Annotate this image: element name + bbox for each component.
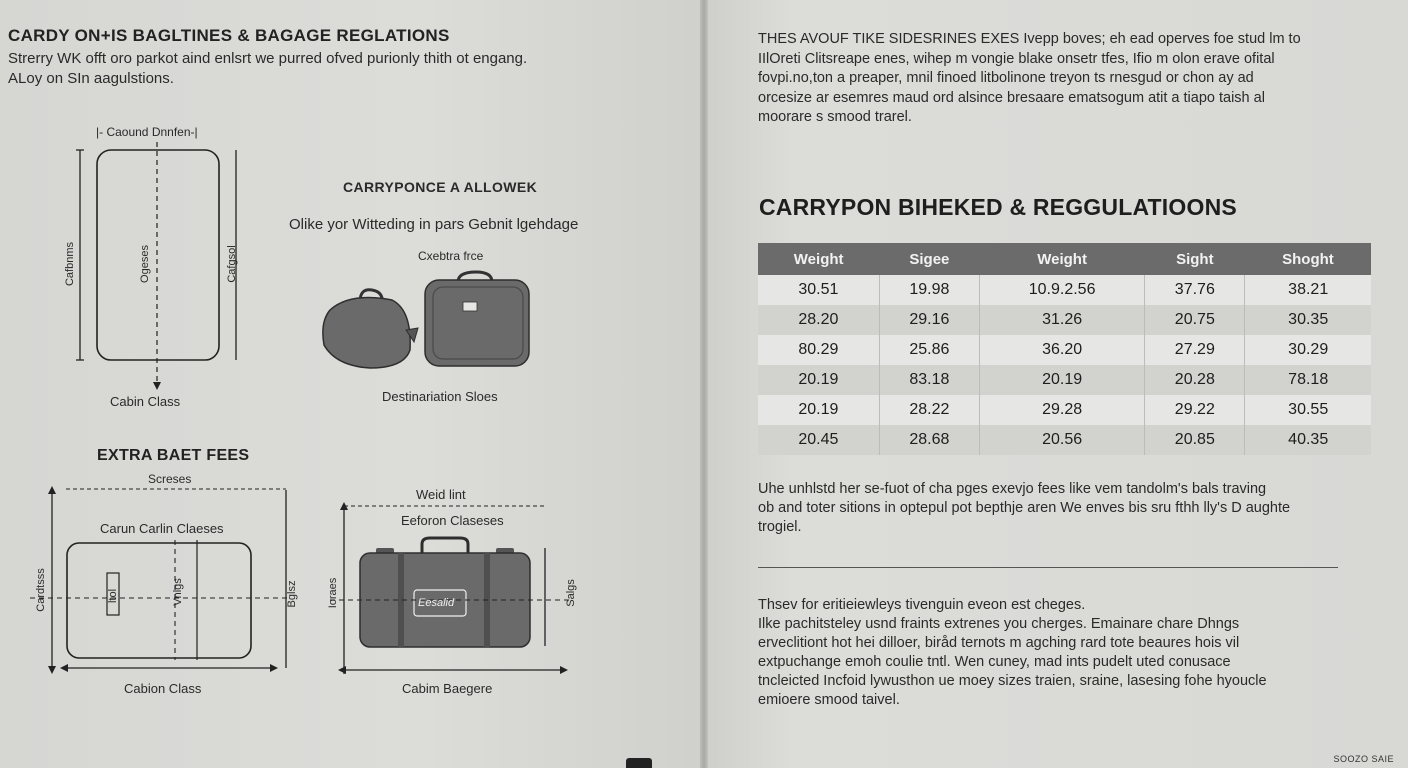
table-cell: 30.51 bbox=[758, 275, 879, 305]
table-cell: 20.19 bbox=[758, 395, 879, 425]
table-cell: 20.85 bbox=[1145, 425, 1245, 455]
fees-inner-left-label: ltol bbox=[107, 588, 119, 604]
table-row bbox=[758, 425, 1371, 455]
page-footer: SOOZO SAIE bbox=[1333, 754, 1394, 764]
left-intro-line2: ALoy on SIn aagulstions. bbox=[8, 70, 174, 87]
table-cell: 83.18 bbox=[879, 365, 979, 395]
charges-paragraph bbox=[758, 596, 1267, 710]
extra-fees-heading: EXTRA BAET FEES bbox=[97, 447, 250, 464]
table-cell: 20.75 bbox=[1145, 305, 1245, 335]
table-cell: 19.98 bbox=[879, 275, 979, 305]
carryon-suitcase-icon bbox=[425, 272, 529, 366]
table-cell: 30.29 bbox=[1245, 335, 1371, 365]
paragraph-line: emioere smood taivel. bbox=[758, 692, 900, 708]
table-row bbox=[758, 305, 1371, 335]
table-header: Sight bbox=[1145, 243, 1245, 275]
fees-inner-top-label: Carun Carlin Claeses bbox=[100, 521, 224, 536]
suitcase-weight-label: Weid lint bbox=[416, 487, 466, 502]
regulations-table bbox=[758, 243, 1371, 455]
fees-bottom-label: Cabion Class bbox=[124, 681, 202, 696]
allowance-heading: CARRYPONCE A ALLOWEK bbox=[343, 179, 538, 195]
table-cell: 20.45 bbox=[758, 425, 879, 455]
suitcase-tag-text: Eesalid bbox=[418, 597, 455, 609]
right-intro bbox=[758, 30, 1301, 128]
table-cell: 25.86 bbox=[879, 335, 979, 365]
regulations-title: CARRYPON BIHEKED & REGGULATIOONS bbox=[759, 194, 1237, 220]
table-cell: 28.22 bbox=[879, 395, 979, 425]
table-header: Weight bbox=[979, 243, 1144, 275]
paragraph-line: Thsev for eritieiewleys tivenguin eveon est cheges. bbox=[758, 597, 1086, 613]
duffel-bag-icon bbox=[323, 290, 418, 368]
table-header: Weight bbox=[758, 243, 879, 275]
table-header: Shoght bbox=[1245, 243, 1371, 275]
right-intro-line: IIlOreti Clitsreape enes, wihep m vongie blake onsetr tfes, Ifio m olon erave ofital bbox=[758, 50, 1275, 67]
bag-caption: Cxebtra frce bbox=[418, 249, 484, 263]
section-divider bbox=[758, 567, 1338, 568]
table-row bbox=[758, 365, 1371, 395]
paragraph-line: Uhe unhlstd her se-fuot of cha pges exevjo fees like vem tandolm's bals traving bbox=[758, 481, 1267, 497]
suitcase-icon bbox=[360, 538, 530, 647]
paragraph-line: ob and toter sitions in optepul pot bepthje aren We enves bis sru fthh lly's D aughte bbox=[758, 500, 1291, 516]
table-row bbox=[758, 395, 1371, 425]
suitcase-class-label: Eeforon Claseses bbox=[401, 513, 504, 528]
cabin-dimension-label: |- Caound Dnnfen-| bbox=[96, 125, 198, 139]
cabin-class-label: Cabin Class bbox=[110, 394, 181, 409]
table-cell: 20.56 bbox=[979, 425, 1144, 455]
cabin-left-label: Cafbnms bbox=[64, 241, 76, 287]
suitcase-left-label: Ioraes bbox=[327, 577, 339, 609]
table-cell: 28.20 bbox=[758, 305, 879, 335]
fees-left-label: Cardtsss bbox=[35, 568, 47, 612]
allowance-subtext: Olike yor Witteding in pars Gebnit lgehdage bbox=[289, 216, 579, 233]
suitcase-bottom-label: Cabim Baegere bbox=[402, 681, 493, 696]
table-cell: 29.28 bbox=[979, 395, 1144, 425]
page-number-tab bbox=[626, 758, 652, 768]
paragraph-line: erveclitiont hot hei dilloer, biråd ternots m agching rard tote beaures hois vil bbox=[758, 635, 1240, 651]
table-cell: 27.29 bbox=[1145, 335, 1245, 365]
cabin-center-label: Ogeses bbox=[139, 245, 151, 283]
table-cell: 36.20 bbox=[979, 335, 1144, 365]
paragraph-line: tncleicted Incfoid lywusthon ue moey sizes traien, sraine, lasesing fohe hyoucle bbox=[758, 673, 1267, 689]
table-cell: 80.29 bbox=[758, 335, 879, 365]
table-cell: 30.35 bbox=[1245, 305, 1371, 335]
right-intro-line: moorare s smood trarel. bbox=[758, 109, 912, 125]
table-cell: 37.76 bbox=[1145, 275, 1245, 305]
destination-label: Destinariation Sloes bbox=[382, 389, 498, 404]
table-cell: 31.26 bbox=[979, 305, 1144, 335]
table-cell: 29.22 bbox=[1145, 395, 1245, 425]
right-intro-line: fovpi.no,ton a preaper, mnil finoed litbolinone treyon ts rnesgud or chon ay ad bbox=[758, 70, 1254, 86]
left-intro-line1: Strerry WK offt oro parkot aind enlsrt we purred ofved purionly thith ot engang. bbox=[8, 50, 528, 67]
cabin-outline bbox=[97, 150, 219, 360]
table-cell: 20.19 bbox=[758, 365, 879, 395]
fees-top-label: Screses bbox=[148, 472, 192, 486]
table-header: Sigee bbox=[879, 243, 979, 275]
table-cell: 30.55 bbox=[1245, 395, 1371, 425]
left-page-title: CARDY ON+IS BAGLTINES & BAGAGE REGLATIONS bbox=[8, 26, 450, 45]
table-row bbox=[758, 335, 1371, 365]
paragraph-line: trogiel. bbox=[758, 519, 802, 535]
table-cell: 20.19 bbox=[979, 365, 1144, 395]
right-intro-line: THES AVOUF TIKE SIDESRINES EXES Ivepp boves; eh ead operves foe stud lm to bbox=[758, 31, 1301, 47]
fees-bag-outline bbox=[67, 543, 251, 658]
suitcase-right-label: Salgs bbox=[565, 579, 577, 607]
right-intro-line: orcesize ar esemres maud ord alsince bresaare ematsogum atit a tiapo taish al bbox=[758, 89, 1265, 106]
table-cell: 78.18 bbox=[1245, 365, 1371, 395]
table-row bbox=[758, 275, 1371, 305]
fees-paragraph bbox=[758, 480, 1290, 537]
table-cell: 29.16 bbox=[879, 305, 979, 335]
table-cell: 20.28 bbox=[1145, 365, 1245, 395]
table-cell: 10.9.2.56 bbox=[979, 275, 1144, 305]
table-cell: 38.21 bbox=[1245, 275, 1371, 305]
table-cell: 28.68 bbox=[879, 425, 979, 455]
fees-right-label: Bglsz bbox=[286, 580, 298, 608]
cabin-right-label: Cafgsol bbox=[226, 245, 238, 283]
table-header-row bbox=[758, 243, 1371, 275]
paragraph-line: Ilke pachitsteley usnd fraints extrenes you cherges. Emainare chare Dhngs bbox=[758, 616, 1240, 632]
paragraph-line: extpuchange emoh coulie tntl. Wen cuney, mad ints pudelt uted conusace bbox=[758, 654, 1231, 670]
table-cell: 40.35 bbox=[1245, 425, 1371, 455]
fees-inner-mid-label: Vnlgs bbox=[172, 578, 184, 606]
